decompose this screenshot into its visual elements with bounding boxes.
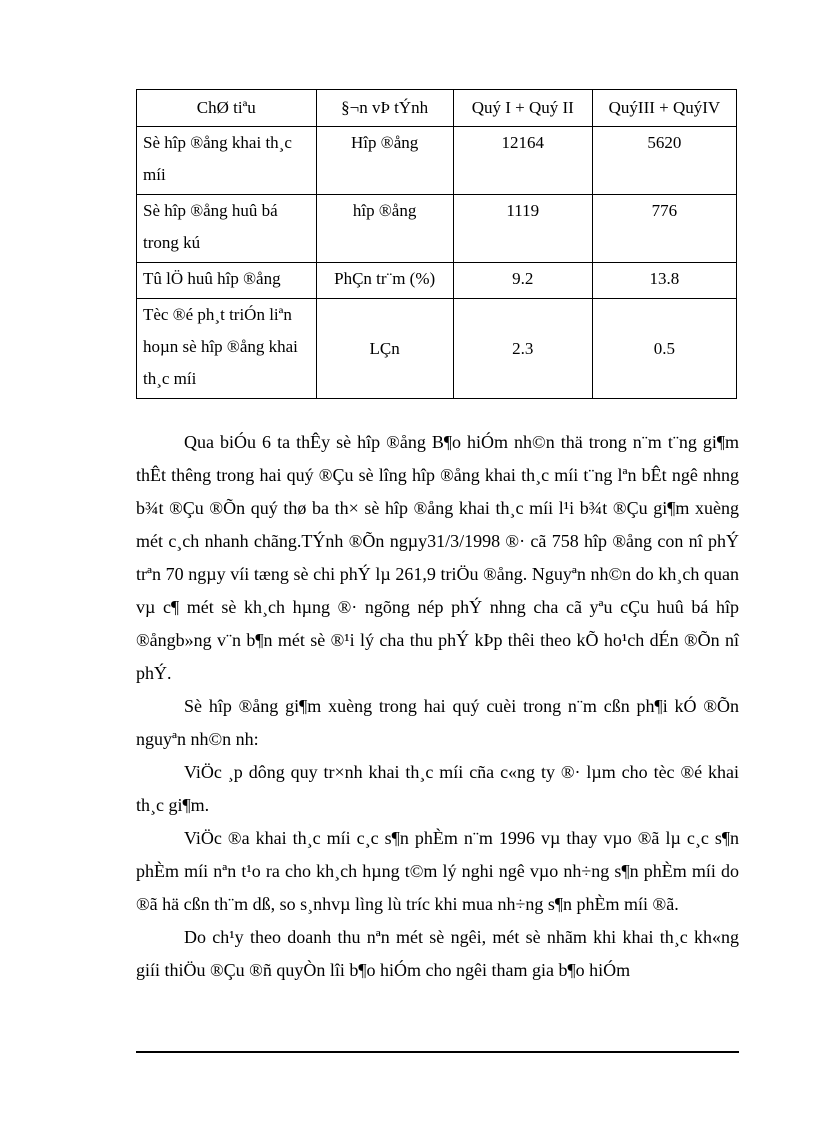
- row-unit: PhÇn tr¨m (%): [316, 263, 453, 299]
- header-q3-q4: QuýIII + QuýIV: [592, 90, 736, 127]
- header-unit: §¬n vÞ tÝnh: [316, 90, 453, 127]
- row-q34: 13.8: [592, 263, 736, 299]
- table-row: [137, 195, 737, 263]
- row-label: Sè hîp ®ång khai th¸c míi: [137, 127, 317, 195]
- row-q34: 5620: [592, 127, 736, 195]
- header-indicator: ChØ tiªu: [137, 90, 317, 127]
- row-label: Sè hîp ®ång huû bá trong kú: [137, 195, 317, 263]
- row-unit: hîp ®ång: [316, 195, 453, 263]
- row-label: Tèc ®é ph¸t triÓn liªn hoµn sè hîp ®ång khai th¸c míi: [137, 299, 317, 399]
- table-row: [137, 299, 737, 399]
- body-text: [136, 426, 739, 987]
- footer-rule: [136, 1051, 739, 1053]
- row-q12: 2.3: [453, 299, 592, 399]
- row-unit: LÇn: [316, 299, 453, 399]
- statistics-table: [136, 89, 737, 399]
- header-q1-q2: Quý I + Quý II: [453, 90, 592, 127]
- paragraph: ViÖc ®a khai th¸c míi c¸c s¶n phÈm n¨m 1996 vµ thay vµo ®ã lµ c¸c s¶n phÈm míi nªn t¹o ra cho kh¸ch hµng t©m lý nghi ngê vµo nh÷ng s¶n phÈm míi do ®ã hä cßn th¨m dß, so s¸nhvµ lìng lù tríc khi mua nh÷ng s¶n phÈm míi ®ã.: [136, 828, 739, 914]
- row-q12: 12164: [453, 127, 592, 195]
- table-row: [137, 127, 737, 195]
- paragraph: Sè hîp ®ång gi¶m xuèng trong hai quý cuèi trong n¨m cßn ph¶i kÓ ®Õn nguyªn nh©n nh:: [136, 696, 739, 749]
- paragraph: Qua biÓu 6 ta thÊy sè hîp ®ång B¶o hiÓm nh©n thä trong n¨m t¨ng gi¶m thÊt thêng trong hai quý ®Çu sè lîng hîp ®ång khai th¸c míi t¨ng lªn bÊt ngê nhng b¾t ®Çu ®Õn quý thø ba th× sè hîp ®ång khai th¸c míi l¹i b¾t ®Çu gi¶m xuèng mét c¸ch nhanh chãng.TÝnh ®Õn ngµy31/3/1998 ®· cã 758 hîp ®ång con nî phÝ trªn 70 ngµy víi tæng sè chi phÝ lµ 261,9 triÖu ®ång. Nguyªn nh©n do kh¸ch quan vµ c¶ mét sè kh¸ch hµng ®· ngõng nép phÝ nhng cha cã yªu cÇu huû bá hîp ®ångb»ng v¨n b¶n mét sè ®¹i lý cha thu phÝ kÞp thêi theo kÕ ho¹ch dÉn ®Õn nî phÝ.: [136, 432, 739, 683]
- row-label: Tû lÖ huû hîp ®ång: [137, 263, 317, 299]
- row-q12: 9.2: [453, 263, 592, 299]
- table-header-row: [137, 90, 737, 127]
- row-q34: 776: [592, 195, 736, 263]
- paragraph: ViÖc ¸p dông quy tr×nh khai th¸c míi cña c«ng ty ®· lµm cho tèc ®é khai th¸c gi¶m.: [136, 762, 739, 815]
- table-row: [137, 263, 737, 299]
- row-q12: 1119: [453, 195, 592, 263]
- row-q34: 0.5: [592, 299, 736, 399]
- paragraph: Do ch¹y theo doanh thu nªn mét sè ngêi, mét sè nhãm khi khai th¸c kh«ng giíi thiÖu ®Çu ®ñ quyÒn lîi b¶o hiÓm cho ngêi tham gia b¶o hiÓm: [136, 927, 739, 980]
- row-unit: Hîp ®ång: [316, 127, 453, 195]
